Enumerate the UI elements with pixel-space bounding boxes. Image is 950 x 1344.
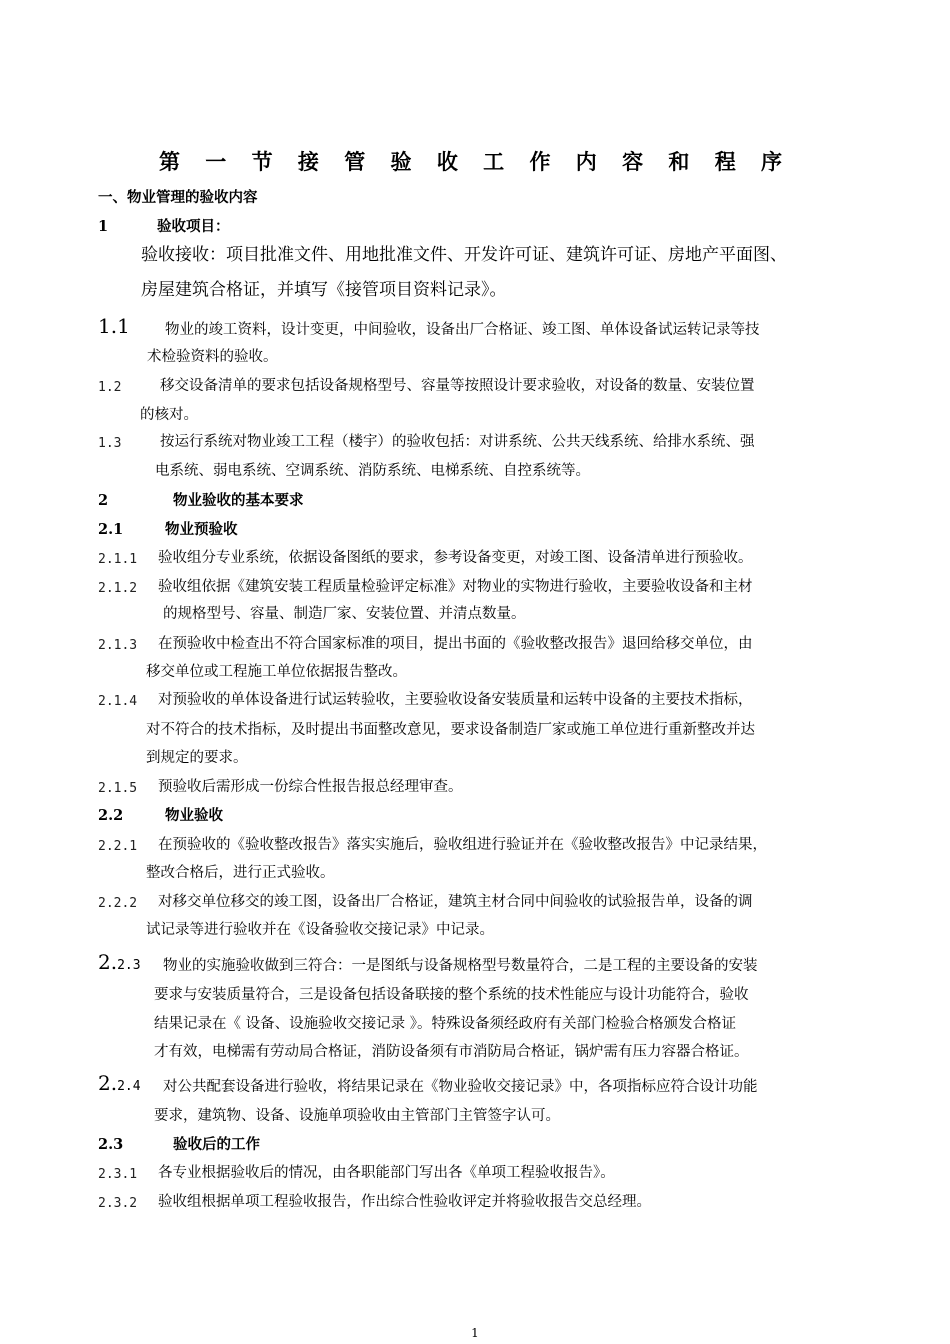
item-number (98, 952, 141, 976)
subsection-number: 2.1 (98, 521, 124, 538)
item-number-text: 1.1 (98, 314, 130, 338)
item-number: 2.1.2 (98, 581, 138, 596)
item-label: 验收项目： (157, 218, 230, 235)
paragraph-line: 房屋建筑合格证，并填写《接管项目资料记录》。 (141, 280, 507, 300)
item-number: 1.2 (98, 380, 122, 395)
paragraph-line: 的核对。 (140, 407, 198, 423)
paragraph-line: 对不符合的技术指标，及时提出书面整改意见，要求设备制造厂家或施工单位进行重新整改并达 (146, 722, 755, 738)
paragraph-line: 在预验收中检查出不符合国家标准的项目，提出书面的《验收整改报告》退回给移交单位，由 (158, 636, 753, 652)
paragraph-line: 术检验资料的验收。 (147, 349, 278, 365)
paragraph-line: 验收接收：项目批准文件、用地批准文件、开发许可证、建筑许可证、房地产平面图、 (141, 245, 787, 265)
item-number: 2.1.3 (98, 638, 138, 653)
paragraph-line: 对预验收的单体设备进行试运转验收，主要验收设备安装质量和运转中设备的主要技术指标， (158, 692, 753, 708)
paragraph-line: 对公共配套设备进行验收，将结果记录在《物业验收交接记录》中，各项指标应符合设计功能 (163, 1079, 758, 1095)
paragraph-line: 要求与安装质量符合，三是设备包括设备联接的整个系统的技术性能应与设计功能符合，验收 (154, 987, 749, 1003)
paragraph-line: 验收组根据单项工程验收报告，作出综合性验收评定并将验收报告交总经理。 (158, 1194, 651, 1210)
item-number: 1.3 (98, 436, 122, 451)
item-number-major: 2. (98, 1071, 118, 1095)
subsection-heading: 物业预验收 (165, 521, 238, 538)
section-heading: 物业验收的基本要求 (173, 492, 304, 509)
item-number: 1 (98, 218, 109, 235)
item-number (98, 316, 130, 339)
paragraph-line: 移交单位或工程施工单位依据报告整改。 (146, 664, 407, 680)
item-number: 2.3.1 (98, 1167, 138, 1182)
paragraph-line: 移交设备清单的要求包括设备规格型号、容量等按照设计要求验收，对设备的数量、安装位置 (160, 378, 755, 394)
paragraph-line: 对移交单位移交的竣工图，设备出厂合格证，建筑主材合同中间验收的试验报告单，设备的调 (158, 894, 753, 910)
item-number (98, 1073, 141, 1097)
section-heading: 一、物业管理的验收内容 (98, 189, 258, 206)
paragraph-line: 到规定的要求。 (146, 750, 248, 766)
item-number: 2.2.2 (98, 896, 138, 911)
paragraph-line: 才有效，电梯需有劳动局合格证，消防设备须有市消防局合格证，锅炉需有压力容器合格证。 (154, 1044, 749, 1060)
subsection-number: 2.2 (98, 807, 124, 824)
paragraph-line: 电系统、弱电系统、空调系统、消防系统、电梯系统、自控系统等。 (155, 463, 590, 479)
item-number-major: 2. (98, 950, 118, 974)
item-number: 2.1.5 (98, 781, 138, 796)
paragraph-line: 物业的实施验收做到三符合：一是图纸与设备规格型号数量符合，二是工程的主要设备的安装 (163, 958, 758, 974)
paragraph-line: 整改合格后，进行正式验收。 (146, 865, 335, 881)
item-number-minor: 2.4 (117, 1079, 141, 1094)
item-number: 2.1.4 (98, 694, 138, 709)
page-number: 1 (471, 1326, 479, 1340)
item-number: 2.2.1 (98, 839, 138, 854)
paragraph-line: 物业的竣工资料，设计变更，中间验收，设备出厂合格证、竣工图、单体设备试运转记录等技 (165, 322, 760, 338)
paragraph-line: 各专业根据验收后的情况，由各职能部门写出各《单项工程验收报告》。 (158, 1165, 615, 1181)
paragraph-line: 预验收后需形成一份综合性报告报总经理审查。 (158, 779, 463, 795)
paragraph-line: 结果记录在《 设备、设施验收交接记录 》。特殊设备须经政府有关部门检验合格颁发合格证 (154, 1016, 736, 1032)
subsection-number: 2.3 (98, 1136, 124, 1153)
page-title: 第 一 节 接 管 验 收 工 作 内 容 和 程 序 (158, 149, 792, 174)
paragraph-line: 验收组依据《建筑安装工程质量检验评定标准》对物业的实物进行验收，主要验收设备和主材 (158, 579, 753, 595)
paragraph-line: 试记录等进行验收并在《设备验收交接记录》中记录。 (146, 922, 494, 938)
paragraph-line: 按运行系统对物业竣工工程（楼宇）的验收包括：对讲系统、公共天线系统、给排水系统、强 (160, 434, 755, 450)
paragraph-line: 验收组分专业系统，依据设备图纸的要求，参考设备变更，对竣工图、设备清单进行预验收。 (158, 550, 753, 566)
subsection-heading: 验收后的工作 (173, 1136, 260, 1153)
paragraph-line: 的规格型号、容量、制造厂家、安装位置、并清点数量。 (163, 606, 526, 622)
subsection-heading: 物业验收 (165, 807, 223, 824)
paragraph-line: 在预验收的《验收整改报告》落实实施后，验收组进行验证并在《验收整改报告》中记录结果， (158, 837, 767, 853)
item-number: 2.3.2 (98, 1196, 138, 1211)
item-number-minor: 2.3 (117, 958, 141, 973)
section-number: 2 (98, 492, 109, 509)
paragraph-line: 要求，建筑物、设备、设施单项验收由主管部门主管签字认可。 (154, 1108, 560, 1124)
item-number: 2.1.1 (98, 552, 138, 567)
